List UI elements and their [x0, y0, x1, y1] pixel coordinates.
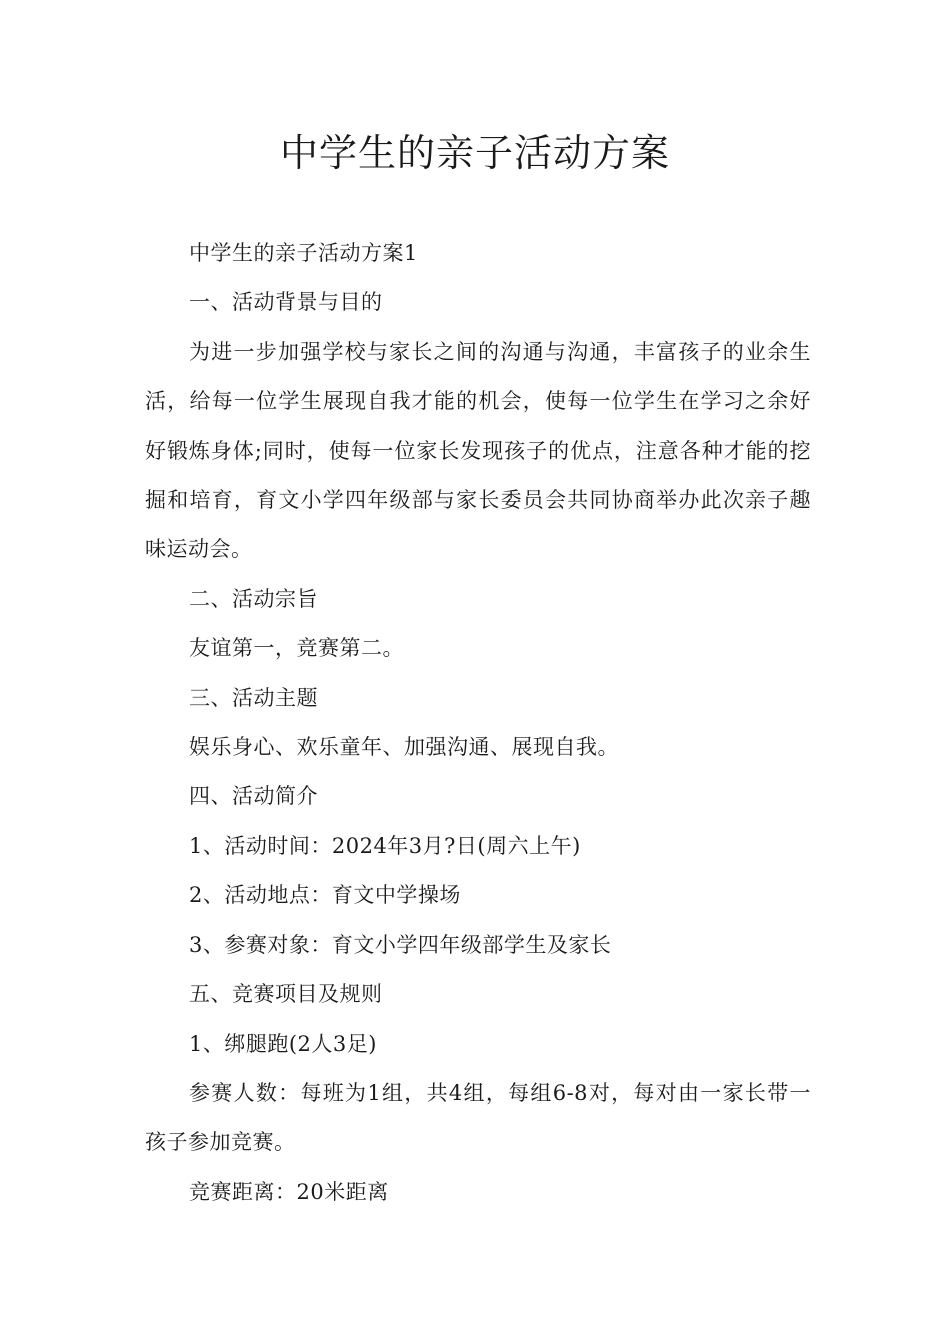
- paragraph-background: 为进一步加强学校与家长之间的沟通与沟通，丰富孩子的业余生活，给每一位学生展现自我才能的机会，使每一位学生在学习之余好好锻炼身体;同时，使每一位家长发现孩子的优点，注意各种才能的挖掘和培育，育文小学四年级部与家长委员会共同协商举办此次亲子趣味运动会。: [145, 339, 811, 562]
- paragraph-theme: 娱乐身心、欢乐童年、加强沟通、展现自我。: [189, 735, 619, 760]
- section-heading-intro: 四、活动简介: [189, 784, 318, 809]
- section-heading-purpose: 二、活动宗旨: [189, 586, 318, 611]
- document-body: [145, 229, 811, 1217]
- section-heading-events: 五、竞赛项目及规则: [189, 982, 383, 1007]
- paragraph-distance: 竞赛距离：20米距离: [189, 1179, 389, 1204]
- list-item-participants: 3、参赛对象：育文小学四年级部学生及家长: [189, 932, 612, 957]
- document-title: 中学生的亲子活动方案: [279, 131, 670, 175]
- list-item-location: 2、活动地点：育文中学操场: [189, 883, 461, 908]
- section-heading-background: 一、活动背景与目的: [189, 290, 383, 315]
- section-heading-theme: 三、活动主题: [189, 685, 318, 710]
- paragraph-purpose: 友谊第一，竞赛第二。: [189, 636, 404, 661]
- paragraph-team-size: 参赛人数：每班为1组，共4组，每组6-8对，每对由一家长带一孩子参加竞赛。: [145, 1080, 811, 1155]
- list-item-time: 1、活动时间：2024年3月?日(周六上午): [189, 833, 581, 858]
- section-heading-plan-1: 中学生的亲子活动方案1: [189, 241, 418, 265]
- list-item-three-legged-race: 1、绑腿跑(2人3足): [189, 1031, 377, 1056]
